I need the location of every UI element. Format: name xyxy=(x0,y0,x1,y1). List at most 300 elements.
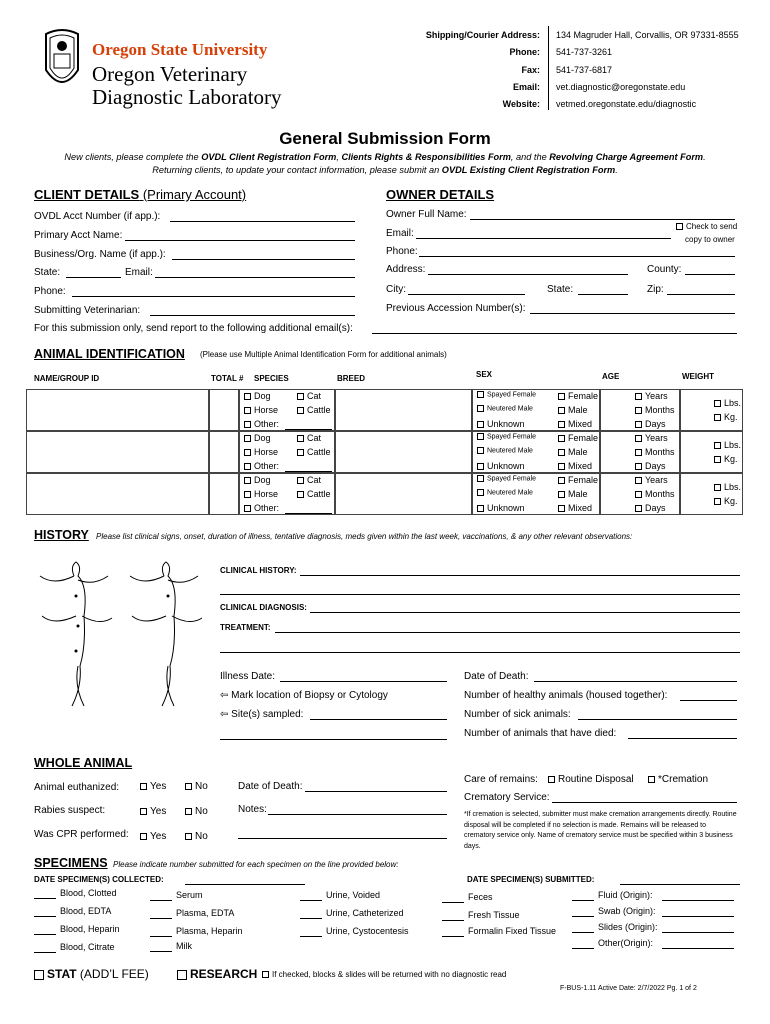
weight-option[interactable] xyxy=(714,412,738,422)
sex-option[interactable] xyxy=(558,461,592,471)
species-option[interactable] xyxy=(297,475,321,485)
animal-breed-cell[interactable] xyxy=(335,473,472,515)
euthanized-yes[interactable] xyxy=(140,781,166,792)
cremation-note: *If cremation is selected, submitter must make cremation arrangements directly. Routine disposal will be completed if no selection is made. Remains will be released to crematory service only. Name of crematory service must be specified within 3 business days. xyxy=(464,811,737,850)
species-other-field[interactable] xyxy=(285,429,332,430)
client-state-field[interactable] xyxy=(66,277,121,278)
sex-option[interactable] xyxy=(477,475,536,482)
sites-field-2[interactable] xyxy=(220,739,447,740)
age-option[interactable] xyxy=(635,503,666,513)
clinical-history-field[interactable] xyxy=(300,575,740,576)
contact-label-phone: Phone: xyxy=(509,47,540,57)
clinical-history-label: CLINICAL HISTORY: xyxy=(220,566,297,575)
sites-label xyxy=(220,709,303,720)
submitted-field[interactable] xyxy=(620,884,740,885)
specimen-count-field[interactable] xyxy=(300,936,322,937)
collected-label: DATE SPECIMEN(S) COLLECTED: xyxy=(34,875,164,884)
checkbox-icon xyxy=(558,421,565,428)
clinical-history-field-2[interactable] xyxy=(220,594,740,595)
weight-option[interactable] xyxy=(714,482,741,492)
owner-state-field[interactable] xyxy=(578,294,628,295)
owner-zip-label: Zip: xyxy=(647,284,664,295)
sex-label: Male xyxy=(568,447,588,457)
checkbox-icon[interactable] xyxy=(262,971,269,978)
species-other-field[interactable] xyxy=(285,513,332,514)
checkbox-icon xyxy=(244,421,251,428)
sex-label: Male xyxy=(568,489,588,499)
specimen-label: Fresh Tissue xyxy=(468,910,520,920)
checkbox-icon xyxy=(558,477,565,484)
clinical-diagnosis-field[interactable] xyxy=(310,612,740,613)
sex-option[interactable] xyxy=(558,475,598,485)
contact-value-website: vetmed.oregonstate.edu/diagnostic xyxy=(556,99,697,109)
species-option[interactable] xyxy=(297,447,331,457)
rabies-yes[interactable] xyxy=(140,806,166,817)
contact-label-email: Email: xyxy=(512,82,540,92)
sex-option[interactable] xyxy=(558,419,592,429)
specimen-count-field[interactable] xyxy=(572,916,594,917)
checkbox-icon xyxy=(244,407,251,414)
intro-form-link: OVDL Client Registration Form xyxy=(201,152,337,162)
species-option[interactable] xyxy=(244,419,279,429)
checkbox-icon xyxy=(297,393,304,400)
sex-option[interactable] xyxy=(558,391,598,401)
col-age: AGE xyxy=(602,372,620,381)
age-label: Years xyxy=(645,391,668,401)
checkbox-icon xyxy=(714,442,721,449)
species-label: Cattle xyxy=(307,489,331,499)
sex-label: Mixed xyxy=(568,419,593,429)
checkbox-icon xyxy=(297,477,304,484)
checkbox-icon xyxy=(635,449,642,456)
contact-label-fax: Fax: xyxy=(521,65,540,75)
hist-death-label: Date of Death: xyxy=(464,671,529,682)
additional-email-field[interactable] xyxy=(372,333,737,334)
intro-line1 xyxy=(0,152,770,162)
sex-label: Unknown xyxy=(487,503,525,513)
checkbox-icon xyxy=(714,484,721,491)
died-field[interactable] xyxy=(628,738,737,739)
specimen-count-field[interactable] xyxy=(442,936,464,937)
specimen-count-field[interactable] xyxy=(572,900,594,901)
age-option[interactable] xyxy=(635,461,666,471)
stat-option[interactable] xyxy=(34,967,149,981)
checkbox-icon xyxy=(477,475,484,482)
checkbox-icon xyxy=(244,393,251,400)
intro-form-link: Revolving Charge Agreement Form xyxy=(549,152,704,162)
contact-label-website: Website: xyxy=(502,99,540,109)
yes-label: Yes xyxy=(150,831,167,842)
euthanized-no[interactable] xyxy=(185,781,208,792)
sites-text: Site(s) sampled: xyxy=(231,709,304,720)
university-name: Oregon State University xyxy=(92,40,268,59)
sex-label: Female xyxy=(568,433,599,443)
sick-label: Number of sick animals: xyxy=(464,709,571,720)
animal-total-cell[interactable] xyxy=(209,431,239,473)
specimen-count-field[interactable] xyxy=(150,936,172,937)
specimen-label: Blood, Heparin xyxy=(60,924,120,934)
specimen-count-field[interactable] xyxy=(150,900,172,901)
checkbox-icon xyxy=(635,491,642,498)
sex-option[interactable] xyxy=(477,433,536,440)
sex-option[interactable] xyxy=(558,447,588,457)
age-label: Days xyxy=(645,503,666,513)
checkbox-icon xyxy=(648,776,655,783)
species-option[interactable] xyxy=(244,433,271,443)
owner-county-label: County: xyxy=(647,264,682,275)
specimen-origin-field[interactable] xyxy=(662,916,734,917)
specimen-count-field[interactable] xyxy=(572,948,594,949)
specimen-label: Milk xyxy=(176,941,192,951)
sex-label: Female xyxy=(568,475,599,485)
specimen-count-field[interactable] xyxy=(442,902,464,903)
research-note xyxy=(262,970,506,979)
healthy-label: Number of healthy animals (housed together): xyxy=(464,690,668,701)
stat-fee-label: (ADD’L FEE) xyxy=(76,967,149,981)
weight-option[interactable] xyxy=(714,454,738,464)
checkbox-icon xyxy=(635,477,642,484)
sex-label: Unknown xyxy=(487,419,525,429)
weight-option[interactable] xyxy=(714,496,738,506)
species-label: Horse xyxy=(254,447,279,457)
age-label: Months xyxy=(645,405,675,415)
species-label: Cat xyxy=(307,433,322,443)
age-option[interactable] xyxy=(635,405,675,415)
animal-name-cell[interactable] xyxy=(26,431,209,473)
no-label: No xyxy=(195,831,208,842)
sex-label: Mixed xyxy=(568,461,593,471)
sex-label: Neutered Male xyxy=(487,489,533,497)
client-phone-field[interactable] xyxy=(72,296,355,297)
age-option[interactable] xyxy=(635,475,668,485)
specimen-label: Blood, EDTA xyxy=(60,906,112,916)
age-label: Days xyxy=(645,461,666,471)
age-option[interactable] xyxy=(635,419,666,429)
checkbox-icon xyxy=(635,435,642,442)
specimen-label: Fluid (Origin): xyxy=(598,890,653,900)
animal-note: (Please use Multiple Animal Identification Form for additional animals) xyxy=(200,350,447,359)
checkbox-icon xyxy=(558,505,565,512)
animal-name-cell[interactable] xyxy=(26,473,209,515)
species-label: Other: xyxy=(254,503,280,513)
checkbox-icon xyxy=(548,776,555,783)
specimen-label: Slides (Origin): xyxy=(598,922,658,932)
checkbox-icon xyxy=(635,407,642,414)
client-phone-label: Phone: xyxy=(34,286,66,297)
notes-field[interactable] xyxy=(268,814,447,815)
col-breed: BREED xyxy=(337,374,366,383)
client-email-field[interactable] xyxy=(155,277,355,278)
animal-breed-cell[interactable] xyxy=(335,389,472,431)
weight-label: Lbs. xyxy=(724,440,742,450)
arrow-left-icon: ⇦ xyxy=(220,690,229,701)
sex-option[interactable] xyxy=(558,405,588,415)
checkbox-icon xyxy=(477,489,484,496)
weight-label: Lbs. xyxy=(724,398,742,408)
sites-field[interactable] xyxy=(310,719,447,720)
age-option[interactable] xyxy=(635,447,675,457)
sex-label: Spayed Female xyxy=(487,391,537,399)
checkbox-icon xyxy=(558,407,565,414)
species-option[interactable] xyxy=(244,391,271,401)
age-label: Days xyxy=(645,419,666,429)
research-label: RESEARCH xyxy=(190,967,258,981)
intro-text: Returning clients, to update your contact information, please submit an xyxy=(152,165,442,175)
specimens-note: Please indicate number submitted for each specimen on the line provided below: xyxy=(113,860,399,869)
species-option[interactable] xyxy=(244,447,278,457)
care-label: Care of remains: xyxy=(464,774,538,785)
owner-state-label: State: xyxy=(547,284,574,295)
specimen-origin-field[interactable] xyxy=(662,948,734,949)
specimen-count-field[interactable] xyxy=(150,918,172,919)
owner-county-field[interactable] xyxy=(685,274,735,275)
animal-total-cell[interactable] xyxy=(209,389,239,431)
species-label: Cat xyxy=(307,391,322,401)
species-label: Dog xyxy=(254,475,271,485)
checkbox-icon xyxy=(714,400,721,407)
owner-address-field[interactable] xyxy=(428,274,628,275)
sex-option[interactable] xyxy=(477,489,533,496)
age-option[interactable] xyxy=(635,391,668,401)
owner-prev-label: Previous Accession Number(s): xyxy=(386,303,526,314)
checkbox-icon xyxy=(714,498,721,505)
whole-death-field[interactable] xyxy=(305,791,447,792)
treatment-field[interactable] xyxy=(275,632,740,633)
treatment-label: TREATMENT: xyxy=(220,623,271,632)
species-label: Dog xyxy=(254,391,271,401)
sex-option[interactable] xyxy=(558,489,588,499)
age-label: Years xyxy=(645,433,668,443)
owner-phone-label: Phone: xyxy=(386,246,418,257)
species-option[interactable] xyxy=(244,503,279,513)
specimen-count-field[interactable] xyxy=(34,934,56,935)
additional-email-label: For this submission only, send report to the following additional email(s): xyxy=(34,323,353,334)
specimen-label: Plasma, EDTA xyxy=(176,908,235,918)
species-label: Cattle xyxy=(307,405,331,415)
col-weight: WEIGHT xyxy=(682,372,714,381)
client-heading xyxy=(34,187,246,202)
animal-weight-cell xyxy=(680,431,743,473)
owner-name-field[interactable] xyxy=(470,219,735,220)
weight-option[interactable] xyxy=(714,440,741,450)
lab-name-line1: Oregon Veterinary xyxy=(92,62,248,86)
no-label: No xyxy=(195,781,208,792)
animal-total-cell[interactable] xyxy=(209,473,239,515)
checkbox-icon xyxy=(558,449,565,456)
checkbox-icon xyxy=(477,391,484,398)
client-vet-field[interactable] xyxy=(150,315,355,316)
client-acct-label: OVDL Acct Number (if app.): xyxy=(34,211,161,222)
checkbox-icon xyxy=(714,456,721,463)
research-option[interactable] xyxy=(177,967,257,981)
checkbox-icon xyxy=(635,421,642,428)
intro-text: . xyxy=(703,152,706,162)
sex-option[interactable] xyxy=(477,447,533,454)
species-option[interactable] xyxy=(297,405,331,415)
specimen-label: Blood, Clotted xyxy=(60,888,117,898)
checkbox-icon xyxy=(244,449,251,456)
cpr-label: Was CPR performed: xyxy=(34,829,129,840)
sex-label: Male xyxy=(568,405,588,415)
owner-copy-check[interactable] xyxy=(676,222,737,231)
client-state-label: State: xyxy=(34,267,61,278)
intro-form-link: OVDL Existing Client Registration Form xyxy=(441,165,616,175)
died-label: Number of animals that have died: xyxy=(464,728,617,739)
sex-label: Spayed Female xyxy=(487,475,537,483)
treatment-field-2[interactable] xyxy=(220,652,740,653)
species-option[interactable] xyxy=(297,391,321,401)
routine-label: Routine Disposal xyxy=(558,774,634,785)
hist-death-field[interactable] xyxy=(534,681,737,682)
client-primary-field[interactable] xyxy=(125,240,355,241)
col-species: SPECIES xyxy=(254,374,289,383)
specimen-count-field[interactable] xyxy=(442,920,464,921)
checkbox-icon xyxy=(558,393,565,400)
intro-line2 xyxy=(0,165,770,175)
species-option[interactable] xyxy=(244,405,278,415)
sex-label: Spayed Female xyxy=(487,433,537,441)
owner-name-label: Owner Full Name: xyxy=(386,209,467,220)
rabies-no[interactable] xyxy=(185,806,208,817)
healthy-field[interactable] xyxy=(680,700,737,701)
checkbox-icon xyxy=(244,491,251,498)
form-code: F-BUS-1.11 Active Date: 2/7/2022 Pg. 1 of 2 xyxy=(560,985,697,992)
owner-heading: OWNER DETAILS xyxy=(386,187,495,202)
specimen-count-field[interactable] xyxy=(572,932,594,933)
age-option[interactable] xyxy=(635,489,675,499)
checkbox-icon xyxy=(244,505,251,512)
notes-field-2[interactable] xyxy=(238,838,447,839)
intro-text: . xyxy=(615,165,618,175)
sex-option[interactable] xyxy=(477,391,536,398)
specimen-label: Urine, Catheterized xyxy=(326,908,404,918)
sex-option[interactable] xyxy=(477,461,525,471)
crematory-field[interactable] xyxy=(552,802,737,803)
cremation-label: *Cremation xyxy=(658,774,709,785)
species-option[interactable] xyxy=(244,475,271,485)
rabies-label: Rabies suspect: xyxy=(34,805,106,816)
collected-field[interactable] xyxy=(185,884,305,885)
age-label: Months xyxy=(645,489,675,499)
checkbox-icon xyxy=(558,491,565,498)
checkbox-icon xyxy=(558,435,565,442)
species-option[interactable] xyxy=(244,489,278,499)
client-acct-field[interactable] xyxy=(170,221,355,222)
check-send-label: Check to send xyxy=(686,222,738,231)
sex-option[interactable] xyxy=(558,433,598,443)
specimen-count-field[interactable] xyxy=(300,900,322,901)
owner-copy-label: copy to owner xyxy=(685,235,735,244)
intro-text: , xyxy=(336,152,342,162)
osu-logo xyxy=(38,28,86,94)
sick-field[interactable] xyxy=(578,719,737,720)
animal-name-cell[interactable] xyxy=(26,389,209,431)
checkbox-icon xyxy=(297,407,304,414)
history-note: Please list clinical signs, onset, duration of illness, tentative diagnosis, meds given within the last week, vaccinations, & any other relevant observations: xyxy=(96,532,633,541)
checkbox-icon xyxy=(297,491,304,498)
stat-label: STAT xyxy=(47,967,77,981)
sex-option[interactable] xyxy=(477,503,525,513)
specimen-count-field[interactable] xyxy=(150,951,172,952)
arrow-left-icon: ⇦ xyxy=(220,709,229,720)
yes-label: Yes xyxy=(150,806,167,817)
owner-phone-field[interactable] xyxy=(419,256,735,257)
specimen-count-field[interactable] xyxy=(34,916,56,917)
intro-text: , and the xyxy=(510,152,550,162)
checkbox-icon xyxy=(477,505,484,512)
checkbox-icon xyxy=(244,477,251,484)
checkbox-icon xyxy=(177,970,187,980)
client-heading-sub: (Primary Account) xyxy=(139,187,247,202)
species-label: Horse xyxy=(254,489,279,499)
checkbox-icon xyxy=(185,783,192,790)
yes-label: Yes xyxy=(150,781,167,792)
species-option[interactable] xyxy=(297,433,321,443)
species-option[interactable] xyxy=(297,489,331,499)
sex-option[interactable] xyxy=(477,419,525,429)
specimen-origin-field[interactable] xyxy=(662,900,734,901)
species-other-field[interactable] xyxy=(285,471,332,472)
checkbox-icon xyxy=(297,435,304,442)
client-business-field[interactable] xyxy=(172,259,355,260)
sex-option[interactable] xyxy=(477,405,533,412)
euthanized-label: Animal euthanized: xyxy=(34,782,120,793)
specimen-origin-field[interactable] xyxy=(662,932,734,933)
col-total: TOTAL # xyxy=(211,374,244,383)
checkbox-icon xyxy=(714,414,721,421)
checkbox-icon xyxy=(185,833,192,840)
cpr-yes[interactable] xyxy=(140,831,166,842)
illness-date-label: Illness Date: xyxy=(220,671,276,682)
routine-option[interactable] xyxy=(548,774,634,785)
species-option[interactable] xyxy=(244,461,279,471)
weight-option[interactable] xyxy=(714,398,741,408)
species-label: Cat xyxy=(307,475,322,485)
specimen-label: Swab (Origin): xyxy=(598,906,656,916)
age-option[interactable] xyxy=(635,433,668,443)
checkbox-icon xyxy=(140,808,147,815)
species-label: Other: xyxy=(254,419,280,429)
checkbox-icon xyxy=(477,433,484,440)
illness-date-field[interactable] xyxy=(280,681,447,682)
owner-prev-field[interactable] xyxy=(530,313,735,314)
checkbox-icon xyxy=(635,393,642,400)
sex-option[interactable] xyxy=(558,503,592,513)
owner-city-field[interactable] xyxy=(408,294,525,295)
checkbox-icon xyxy=(477,405,484,412)
sex-label: Unknown xyxy=(487,461,525,471)
owner-zip-field[interactable] xyxy=(667,294,735,295)
specimen-count-field[interactable] xyxy=(300,918,322,919)
owner-email-field[interactable] xyxy=(416,238,671,239)
cpr-no[interactable] xyxy=(185,831,208,842)
animal-breed-cell[interactable] xyxy=(335,431,472,473)
contact-value-address: 134 Magruder Hall, Corvallis, OR 97331-8555 xyxy=(556,30,739,40)
cremation-option[interactable] xyxy=(648,774,708,785)
animal-weight-cell xyxy=(680,389,743,431)
species-label: Cattle xyxy=(307,447,331,457)
specimen-count-field[interactable] xyxy=(34,898,56,899)
specimens-heading: SPECIMENS xyxy=(34,856,108,870)
checkbox-icon xyxy=(635,463,642,470)
specimen-count-field[interactable] xyxy=(34,952,56,953)
specimen-label: Blood, Citrate xyxy=(60,942,115,952)
checkbox-icon xyxy=(185,808,192,815)
checkbox-icon xyxy=(635,505,642,512)
submitted-label: DATE SPECIMEN(S) SUBMITTED: xyxy=(467,875,595,884)
animal-body-diagram[interactable] xyxy=(34,556,214,716)
specimen-label: Formalin Fixed Tissue xyxy=(468,926,557,936)
